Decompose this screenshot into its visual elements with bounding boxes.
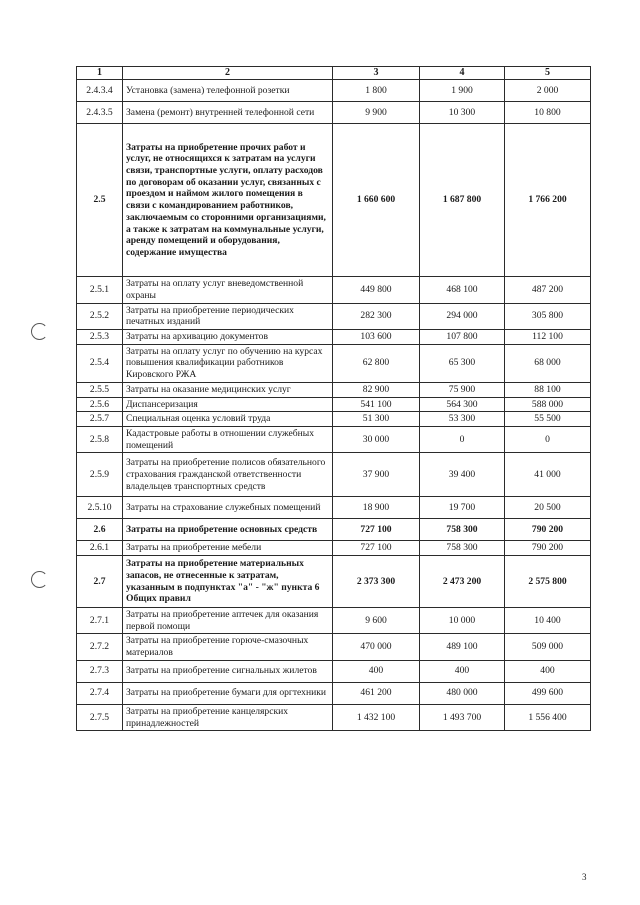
- row-code: 2.5.10: [77, 497, 123, 519]
- row-description: Замена (ремонт) внутренней телефонной сети: [123, 102, 333, 124]
- row-value-col5: 0: [505, 426, 591, 452]
- row-code: 2.5.1: [77, 277, 123, 303]
- row-value-col3: 82 900: [333, 382, 420, 397]
- row-description: Затраты на оказание медицинских услуг: [123, 382, 333, 397]
- table-row: [77, 80, 591, 102]
- table-row: [77, 608, 591, 634]
- row-value-col3: 727 100: [333, 519, 420, 541]
- table-row: [77, 330, 591, 345]
- table-header-row: [77, 67, 591, 80]
- row-value-col3: 51 300: [333, 412, 420, 427]
- row-code: 2.5.7: [77, 412, 123, 427]
- table-row: [77, 426, 591, 452]
- table-row: [77, 660, 591, 682]
- row-description: Затраты на приобретение материальных запасов, не отнесенные к затратам, указанным в подпунктах "а" - "ж" пункта 6 Общих правил: [123, 556, 333, 608]
- table-row: [77, 303, 591, 329]
- row-value-col4: 758 300: [420, 519, 505, 541]
- row-description: Затраты на приобретение мебели: [123, 541, 333, 556]
- row-description: Затраты на приобретение аптечек для оказания первой помощи: [123, 608, 333, 634]
- row-description: Затраты на приобретение сигнальных жилетов: [123, 660, 333, 682]
- row-value-col4: 39 400: [420, 453, 505, 497]
- table-row: [77, 541, 591, 556]
- table-row: [77, 497, 591, 519]
- row-value-col5: 20 500: [505, 497, 591, 519]
- row-description: Установка (замена) телефонной розетки: [123, 80, 333, 102]
- column-header: 2: [123, 67, 333, 80]
- row-value-col5: 2 000: [505, 80, 591, 102]
- table-row: [77, 102, 591, 124]
- row-value-col3: 1 660 600: [333, 124, 420, 277]
- row-value-col4: 107 800: [420, 330, 505, 345]
- table-row: [77, 382, 591, 397]
- row-value-col4: 2 473 200: [420, 556, 505, 608]
- row-code: 2.5.2: [77, 303, 123, 329]
- row-value-col3: 30 000: [333, 426, 420, 452]
- row-description: Затраты на приобретение прочих работ и услуг, не относящихся к затратам на услуги связи, транспортные услуги, оплату расходов по договорам об оказании услуг, связанных с проездом и наймом жилого помещения в связи с командированием работников, заключаемым со сторонними организациями, а также к затратам на коммунальные услуги, аренду помещений и оборудования, содержание имущества: [123, 124, 333, 277]
- row-value-col5: 305 800: [505, 303, 591, 329]
- row-code: 2.7.3: [77, 660, 123, 682]
- row-code: 2.7.4: [77, 682, 123, 704]
- row-value-col3: 9 900: [333, 102, 420, 124]
- table-row: [77, 634, 591, 660]
- row-value-col3: 2 373 300: [333, 556, 420, 608]
- row-value-col3: 541 100: [333, 397, 420, 412]
- row-code: 2.6.1: [77, 541, 123, 556]
- row-value-col4: 75 900: [420, 382, 505, 397]
- row-value-col4: 0: [420, 426, 505, 452]
- row-value-col4: 19 700: [420, 497, 505, 519]
- row-code: 2.5.8: [77, 426, 123, 452]
- row-value-col3: 62 800: [333, 344, 420, 382]
- row-description: Затраты на оплату услуг по обучению на курсах повышения квалификации работников Кировского РЖА: [123, 344, 333, 382]
- row-value-col4: 1 687 800: [420, 124, 505, 277]
- row-description: Затраты на страхование служебных помещений: [123, 497, 333, 519]
- row-value-col5: 400: [505, 660, 591, 682]
- row-code: 2.7: [77, 556, 123, 608]
- row-value-col4: 1 900: [420, 80, 505, 102]
- column-header: 3: [333, 67, 420, 80]
- table-row: [77, 124, 591, 277]
- row-value-col5: 509 000: [505, 634, 591, 660]
- row-value-col4: 468 100: [420, 277, 505, 303]
- row-value-col3: 470 000: [333, 634, 420, 660]
- row-code: 2.7.2: [77, 634, 123, 660]
- row-value-col4: 294 000: [420, 303, 505, 329]
- row-value-col5: 55 500: [505, 412, 591, 427]
- row-value-col3: 461 200: [333, 682, 420, 704]
- row-value-col3: 449 800: [333, 277, 420, 303]
- row-description: Затраты на приобретение основных средств: [123, 519, 333, 541]
- row-value-col3: 9 600: [333, 608, 420, 634]
- row-value-col4: 10 300: [420, 102, 505, 124]
- row-value-col4: 10 000: [420, 608, 505, 634]
- row-code: 2.4.3.5: [77, 102, 123, 124]
- row-value-col5: 790 200: [505, 541, 591, 556]
- row-value-col4: 480 000: [420, 682, 505, 704]
- column-header: 5: [505, 67, 591, 80]
- table-body: [77, 80, 591, 731]
- row-description: Затраты на архивацию документов: [123, 330, 333, 345]
- row-value-col3: 282 300: [333, 303, 420, 329]
- row-value-col5: 1 556 400: [505, 704, 591, 730]
- row-code: 2.5.6: [77, 397, 123, 412]
- row-value-col4: 758 300: [420, 541, 505, 556]
- row-value-col3: 103 600: [333, 330, 420, 345]
- row-description: Затраты на приобретение бумаги для оргтехники: [123, 682, 333, 704]
- row-value-col5: 588 000: [505, 397, 591, 412]
- row-value-col3: 1 432 100: [333, 704, 420, 730]
- row-value-col5: 41 000: [505, 453, 591, 497]
- table-row: [77, 277, 591, 303]
- row-value-col5: 2 575 800: [505, 556, 591, 608]
- row-code: 2.7.5: [77, 704, 123, 730]
- row-value-col5: 10 400: [505, 608, 591, 634]
- budget-table: [76, 66, 591, 731]
- row-code: 2.5.5: [77, 382, 123, 397]
- row-description: Кадастровые работы в отношении служебных помещений: [123, 426, 333, 452]
- row-value-col3: 400: [333, 660, 420, 682]
- row-code: 2.7.1: [77, 608, 123, 634]
- row-value-col3: 1 800: [333, 80, 420, 102]
- table-row: [77, 704, 591, 730]
- row-value-col5: 10 800: [505, 102, 591, 124]
- row-code: 2.5: [77, 124, 123, 277]
- row-code: 2.5.4: [77, 344, 123, 382]
- row-value-col4: 489 100: [420, 634, 505, 660]
- row-description: Специальная оценка условий труда: [123, 412, 333, 427]
- table-row: [77, 453, 591, 497]
- row-value-col5: 1 766 200: [505, 124, 591, 277]
- column-header: 4: [420, 67, 505, 80]
- row-description: Диспансеризация: [123, 397, 333, 412]
- row-value-col4: 1 493 700: [420, 704, 505, 730]
- row-value-col5: 112 100: [505, 330, 591, 345]
- row-value-col4: 400: [420, 660, 505, 682]
- row-value-col5: 499 600: [505, 682, 591, 704]
- row-value-col4: 564 300: [420, 397, 505, 412]
- row-value-col3: 37 900: [333, 453, 420, 497]
- row-value-col3: 727 100: [333, 541, 420, 556]
- row-value-col5: 88 100: [505, 382, 591, 397]
- table-row: [77, 412, 591, 427]
- punch-hole-mark-top: [31, 323, 48, 340]
- table-row: [77, 556, 591, 608]
- punch-hole-mark-bottom: [31, 571, 48, 588]
- row-description: Затраты на приобретение горюче-смазочных материалов: [123, 634, 333, 660]
- row-description: Затраты на приобретение полисов обязательного страхования гражданской ответственности владельцев транспортных средств: [123, 453, 333, 497]
- row-description: Затраты на приобретение периодических печатных изданий: [123, 303, 333, 329]
- row-code: 2.5.3: [77, 330, 123, 345]
- row-description: Затраты на оплату услуг вневедомственной охраны: [123, 277, 333, 303]
- row-code: 2.5.9: [77, 453, 123, 497]
- table-row: [77, 682, 591, 704]
- row-value-col3: 18 900: [333, 497, 420, 519]
- table-row: [77, 519, 591, 541]
- row-value-col4: 53 300: [420, 412, 505, 427]
- row-value-col5: 790 200: [505, 519, 591, 541]
- page-number: 3: [582, 872, 587, 882]
- row-description: Затраты на приобретение канцелярских принадлежностей: [123, 704, 333, 730]
- row-value-col5: 68 000: [505, 344, 591, 382]
- row-value-col4: 65 300: [420, 344, 505, 382]
- table-row: [77, 344, 591, 382]
- row-code: 2.4.3.4: [77, 80, 123, 102]
- table-row: [77, 397, 591, 412]
- column-header: 1: [77, 67, 123, 80]
- row-value-col5: 487 200: [505, 277, 591, 303]
- row-code: 2.6: [77, 519, 123, 541]
